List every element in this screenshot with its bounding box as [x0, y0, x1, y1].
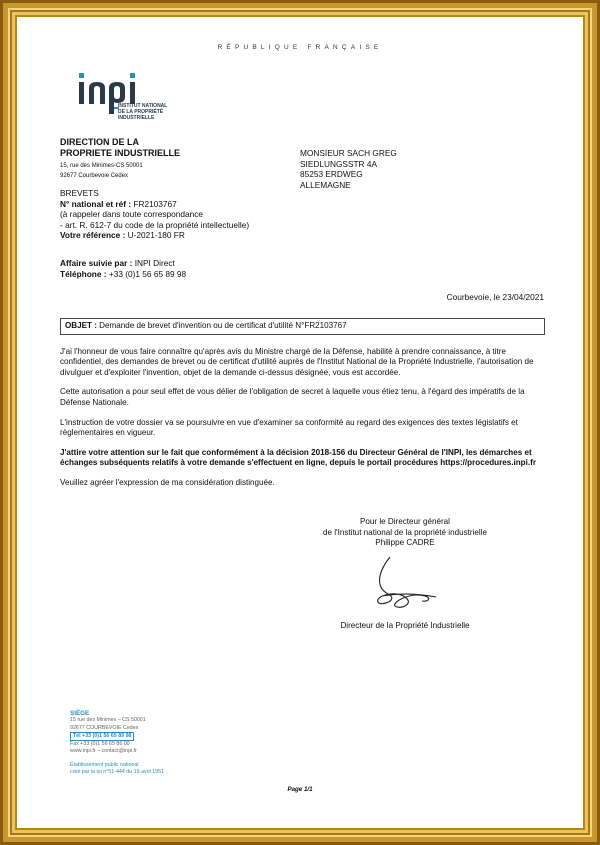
republique-header: RÉPUBLIQUE FRANÇAISE — [217, 44, 383, 51]
footer-phone: Tél +33 (0)1 56 65 89 98 — [70, 732, 134, 741]
votre-reference: Votre référence : U-2021-180 FR — [60, 230, 185, 240]
paragraph-3: L'instruction de votre dossier va se poursuivre en vue d'examiner sa conformité au regard des exigences des textes législatifs et règlementaires en vigueur. — [60, 417, 518, 438]
inpi-logo — [76, 70, 186, 130]
signature-block: Pour le Directeur général de l'Institut national de la propriété industrielle Philippe CADRE — [323, 517, 487, 548]
handwritten-signature — [370, 552, 440, 614]
recipient-address: MONSIEUR SACH GREG SIEDLUNGSSTR 4A 85253 ERDWEG ALLEMAGNE — [300, 148, 397, 190]
paragraph-2: Cette autorisation a pour seul effet de vous délier de l'obligation de secret à laquelle vous étiez tenu, à l'égard des impératifs de la Défense Nationale. — [60, 387, 525, 407]
logo-caption: INSTITUT NATIONAL DE LA PROPRIÉTÉ INDUSTRIELLE — [118, 103, 168, 121]
footer-web: www.inpi.fr – contact@inpi.fr — [70, 748, 137, 755]
footer-siege: SIÈGE 15 rue des Minimes – CS 50001 92677 COURBEVOIE Cedex Tél +33 (0)1 56 65 89 98 Fax +33 (0)1 56 65 86 00 www.inpi.fr – contact@inpi.fr Établissement public national créé par la loi n°51-444 du 19 avril 1951 — [70, 710, 210, 776]
objet-box: OBJET : Demande de brevet d'invention ou de certificat d'utilité N°FR2103767 — [60, 318, 545, 335]
paragraph-1: J'ai l'honneur de vous faire connaître qu'après avis du Ministre chargé de la Défense, habilité à prendre connaissance, à titre confidentiel, des demandes de brevet ou de certificat d'utilité auprès de l'Institut National de la Propriété Industrielle, l'autorisation de divulguer et d'exploiter l'invention, objet de la demande ci-dessus désignée, vous est accordée. — [60, 346, 534, 377]
paragraph-5: Veuillez agréer l'expression de ma considération distinguée. — [60, 477, 275, 487]
national-ref: N° national et réf : FR2103767 — [60, 198, 177, 209]
contact-block: Affaire suivie par : INPI Direct Téléphone : +33 (0)1 56 65 89 98 — [60, 258, 187, 279]
letter-body — [60, 318, 545, 498]
sender-address: 15, rue des Minimes-CS 50001 92677 Courbevoie Cedex — [60, 163, 143, 179]
page-number: Page 1/1 — [287, 786, 313, 793]
sender-org: DIRECTION DE LA PROPRIETE INDUSTRIELLE — [60, 137, 181, 158]
reference-block: BREVETS N° national et réf : FR2103767 (à rappeler dans toute correspondance - art. R. 612-7 du code de la propriété intellectuelle) Votre référence : U-2021-180 FR — [60, 188, 250, 240]
signatory-title: Directeur de la Propriété Industrielle — [340, 621, 470, 630]
letter-date: Courbevoie, le 23/04/2021 — [446, 292, 544, 302]
paragraph-4: J'attire votre attention sur le fait que conformément à la décision 2018-156 du Directeur Général de l'INPI, les démarches et échanges subséquents relatifs à votre demande s'effectuent en ligne, depuis le portail procédures https://procedures.inpi.fr — [60, 447, 536, 468]
sender-block — [60, 137, 280, 181]
